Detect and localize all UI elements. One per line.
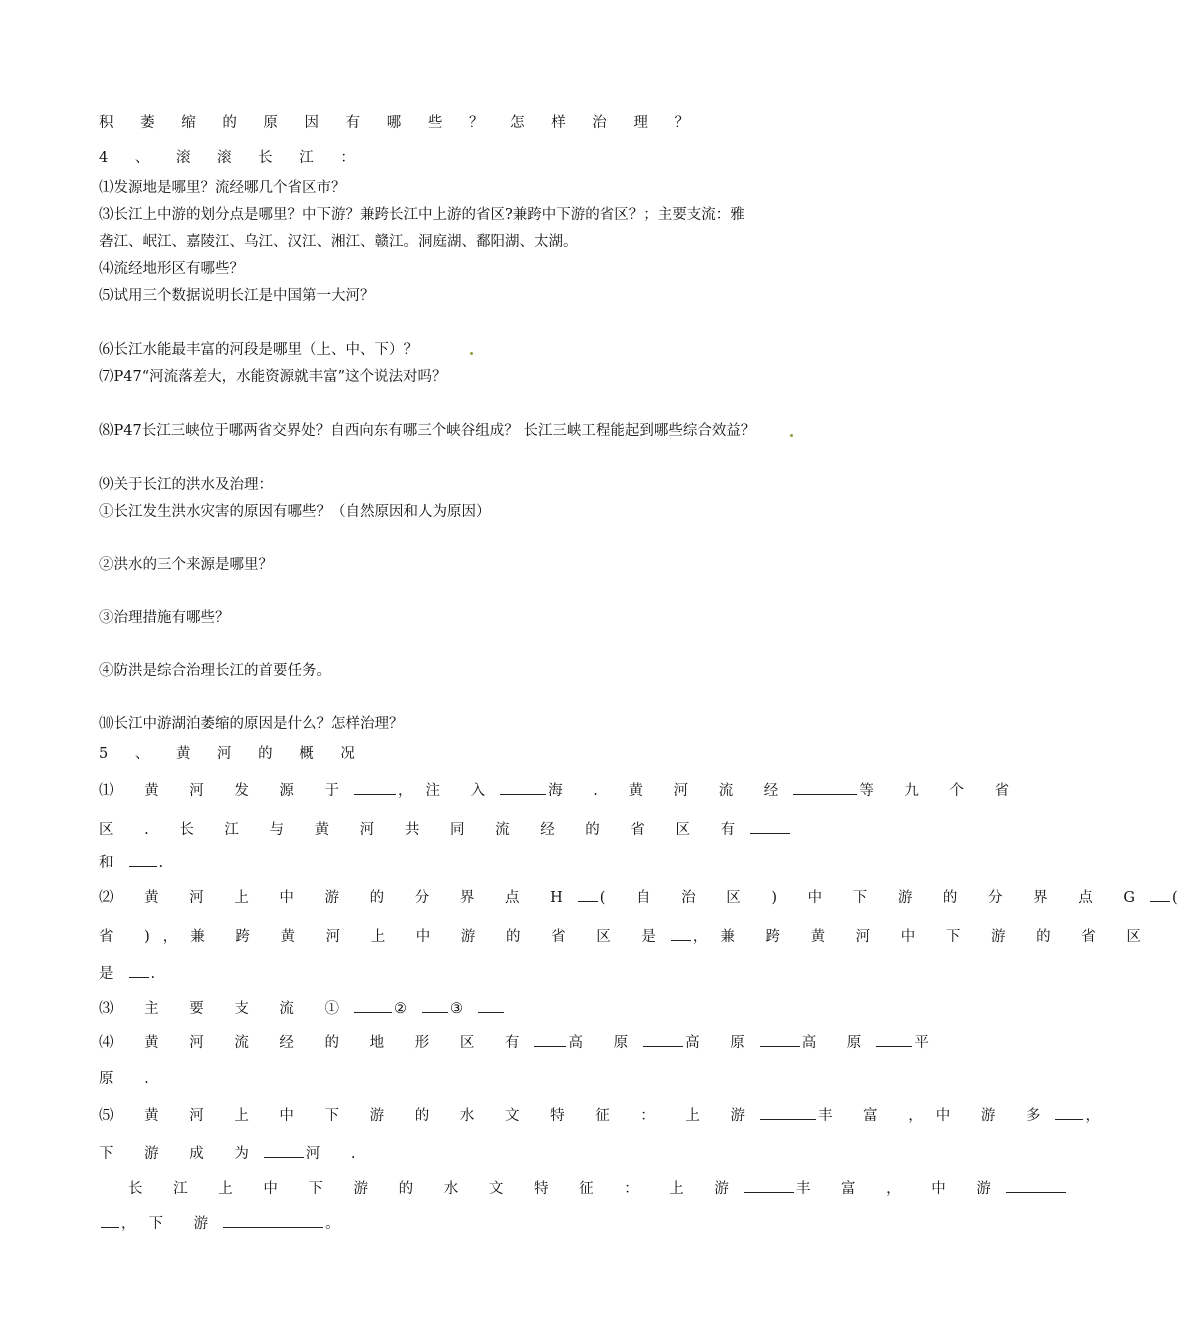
text-segment: 高 原: [801, 1035, 875, 1051]
question-7: ⑺P47“河流落差大，水能资源就丰富”这个说法对吗？: [99, 369, 447, 385]
fill-line-1: [99, 779, 1022, 801]
fill-line-2: [99, 818, 792, 840]
text-segment: ，注 入: [398, 783, 499, 799]
question-9-item-2: ②洪水的三个来源是哪里？: [99, 557, 273, 573]
blank[interactable]: [1006, 1177, 1066, 1193]
text-segment: ⑵ 黄 河 上 中 游 的 分 界 点 H: [99, 890, 576, 906]
stray-mark: [470, 352, 473, 355]
question-10: ⑽长江中游湖泊萎缩的原因是什么？怎样治理？: [99, 716, 404, 732]
text-segment: ⑶ 主 要 支 流 ①: [99, 1001, 353, 1017]
fill-line-4: [99, 886, 1191, 908]
text-segment: .: [150, 966, 169, 982]
text-segment: 丰 富 ，中 游 多: [818, 1108, 1054, 1124]
fill-line-5: [99, 925, 1154, 947]
text-segment: ③: [450, 1001, 477, 1017]
fill-line-8: [99, 1031, 942, 1053]
blank[interactable]: [223, 1212, 323, 1228]
blank[interactable]: [643, 1031, 683, 1047]
blank[interactable]: [671, 925, 691, 941]
text-segment: 是: [99, 966, 127, 982]
question-9-item-1: ①长江发生洪水灾害的原因有哪些？（自然原因和人为原因）: [99, 504, 491, 520]
text-segment: ⑸ 黄 河 上 中 下 游 的 水 文 特 征 ： 上 游: [99, 1108, 759, 1124]
fill-line-11: [99, 1142, 369, 1164]
question-3: ⑶长江上中游的划分点是哪里？中下游？兼跨长江中上游的省区?兼跨中下游的省区？；主要支流：雅: [99, 207, 745, 223]
text-segment: 丰 富 ， 中 游: [795, 1181, 1004, 1197]
text-segment: 河 .: [305, 1146, 369, 1162]
blank[interactable]: [354, 779, 396, 795]
question-5: ⑸试用三个数据说明长江是中国第一大河？: [99, 288, 375, 304]
blank[interactable]: [750, 818, 790, 834]
fill-line-12: [128, 1177, 1068, 1199]
text-segment: 。: [325, 1216, 353, 1232]
stray-mark: [790, 434, 793, 437]
blank[interactable]: [354, 997, 392, 1013]
fill-line-3: [99, 851, 176, 873]
question-6: ⑹长江水能最丰富的河段是哪里（上、中、下）？: [99, 342, 418, 358]
question-1: ⑴发源地是哪里？流经哪几个省区市？: [99, 180, 346, 196]
blank[interactable]: [1055, 1104, 1083, 1120]
blank[interactable]: [793, 779, 857, 795]
section-heading-huanghe: 5 、 黄 河 的 概 况: [99, 746, 366, 762]
text-line: 积 萎 缩 的 原 因 有 哪 些 ？ 怎 样 治 理 ？: [99, 115, 701, 131]
blank[interactable]: [1150, 886, 1170, 902]
blank[interactable]: [876, 1031, 912, 1047]
question-4: ⑷流经地形区有哪些？: [99, 261, 244, 277]
blank[interactable]: [129, 962, 149, 978]
blank[interactable]: [264, 1142, 304, 1158]
question-9-item-3: ③治理措施有哪些？: [99, 610, 230, 626]
text-segment: ②: [394, 1001, 421, 1017]
text-segment: ，: [1085, 1108, 1113, 1124]
text-segment: 高 原: [568, 1035, 642, 1051]
section-heading-changjiang: 4 、 滚 滚 长 江 ：: [99, 150, 366, 166]
text-segment: ，下 游: [121, 1216, 222, 1232]
blank[interactable]: [534, 1031, 566, 1047]
text-segment: 平: [914, 1035, 942, 1051]
blank[interactable]: [578, 886, 598, 902]
question-9-item-4: ④防洪是综合治理长江的首要任务。: [99, 663, 331, 679]
blank[interactable]: [760, 1104, 816, 1120]
text-segment: .: [158, 855, 177, 871]
question-8: ⑻P47长江三峡位于哪两省交界处？自西向东有哪三个峡谷组成？ 长江三峡工程能起到哪些综合效益？: [99, 423, 756, 439]
text-segment: ⑴ 黄 河 发 源 于: [99, 783, 353, 799]
blank[interactable]: [744, 1177, 794, 1193]
text-segment: 区 . 长 江 与 黄 河 共 同 流 经 的 省 区 有: [99, 822, 749, 838]
text-segment: 省 )，兼 跨 黄 河 上 中 游 的 省 区 是: [99, 929, 669, 945]
blank[interactable]: [760, 1031, 800, 1047]
fill-line-7: [99, 997, 506, 1019]
text-segment: ( 自 治 区 ) 中 下 游 的 分 界 点 G: [599, 890, 1148, 906]
blank[interactable]: [422, 997, 448, 1013]
text-segment: 海 . 黄 河 流 经: [548, 783, 792, 799]
text-segment: 下 游 成 为: [99, 1146, 262, 1162]
text-segment: 长 江 上 中 下 游 的 水 文 特 征 ： 上 游: [128, 1181, 742, 1197]
text-segment: (: [1171, 890, 1191, 906]
question-9: ⑼关于长江的洪水及治理：: [99, 477, 273, 493]
text-segment: ，兼 跨 黄 河 中 下 游 的 省 区: [692, 929, 1154, 945]
fill-line-10: [99, 1104, 1113, 1126]
fill-line-13: [99, 1212, 353, 1234]
blank[interactable]: [478, 997, 504, 1013]
blank[interactable]: [500, 779, 546, 795]
text-segment: 高 原: [685, 1035, 758, 1051]
text-segment: 和: [99, 855, 127, 871]
question-3-continued: 砻江、岷江、嘉陵江、乌江、汉江、湘江、赣江。洞庭湖、鄱阳湖、太湖。: [99, 234, 578, 250]
text-segment: ⑷ 黄 河 流 经 的 地 形 区 有: [99, 1035, 533, 1051]
blank[interactable]: [101, 1212, 119, 1228]
fill-line-6: [99, 962, 168, 984]
text-segment: 等 九 个 省: [859, 783, 1023, 799]
blank[interactable]: [129, 851, 157, 867]
fill-line-9: 原 .: [99, 1071, 162, 1087]
